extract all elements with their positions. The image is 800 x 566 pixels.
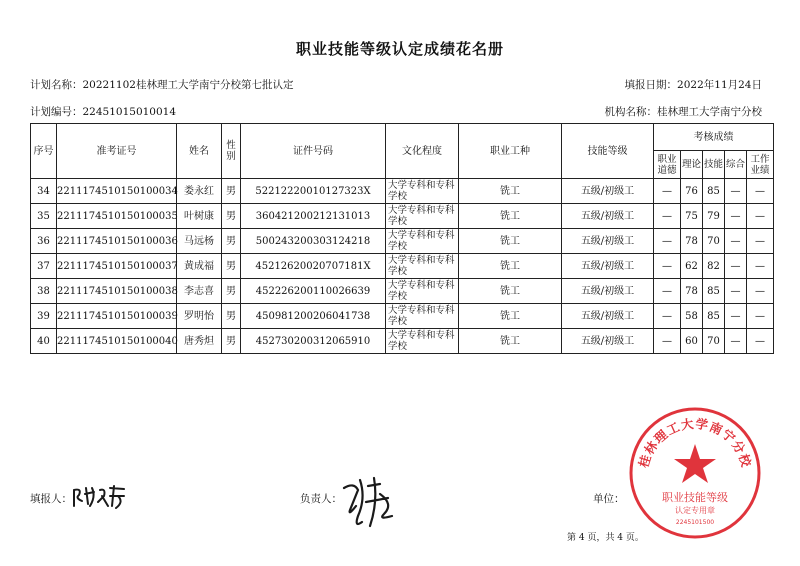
cell-ethics: — bbox=[654, 279, 681, 304]
cell-level: 五级/初级工 bbox=[562, 254, 654, 279]
cell-gender: 男 bbox=[222, 304, 241, 329]
cell-education: 大学专科和专科学校 bbox=[386, 279, 459, 304]
cell-name: 黄成福 bbox=[177, 254, 222, 279]
cell-gender: 男 bbox=[222, 229, 241, 254]
cell-skill: 85 bbox=[703, 304, 725, 329]
table-row bbox=[31, 254, 774, 279]
cell-occupation: 铣工 bbox=[459, 179, 562, 204]
cell-skill: 85 bbox=[703, 179, 725, 204]
filler-signature bbox=[70, 482, 128, 510]
cell-work: — bbox=[747, 229, 774, 254]
cell-theory: 58 bbox=[681, 304, 703, 329]
cell-ethics: — bbox=[654, 254, 681, 279]
cell-skill: 85 bbox=[703, 279, 725, 304]
cell-id-no: 45212620020707181X bbox=[241, 254, 386, 279]
cell-ethics: — bbox=[654, 204, 681, 229]
responsible-label: 负责人： bbox=[300, 493, 342, 505]
header-seq: 序号 bbox=[31, 124, 57, 179]
cell-seq: 40 bbox=[31, 329, 57, 354]
cell-level: 五级/初级工 bbox=[562, 279, 654, 304]
svg-text:职业技能等级: 职业技能等级 bbox=[662, 491, 728, 504]
header-skill: 技能 bbox=[703, 151, 725, 179]
cell-work: — bbox=[747, 204, 774, 229]
cell-work: — bbox=[747, 304, 774, 329]
cell-education: 大学专科和专科学校 bbox=[386, 204, 459, 229]
header-gender: 性别 bbox=[222, 124, 241, 179]
cell-theory: 62 bbox=[681, 254, 703, 279]
header-scores: 考核成绩 bbox=[654, 124, 774, 151]
table-row bbox=[31, 329, 774, 354]
cell-exam-no: 2211174510150100037 bbox=[57, 254, 177, 279]
cell-exam-no: 2211174510150100040 bbox=[57, 329, 177, 354]
cell-education: 大学专科和专科学校 bbox=[386, 254, 459, 279]
cell-education: 大学专科和专科学校 bbox=[386, 179, 459, 204]
svg-text:2245101500: 2245101500 bbox=[675, 519, 715, 526]
cell-name: 唐秀炟 bbox=[177, 329, 222, 354]
cell-seq: 37 bbox=[31, 254, 57, 279]
cell-seq: 39 bbox=[31, 304, 57, 329]
header-ethics: 职业道德 bbox=[654, 151, 681, 179]
table-row bbox=[31, 279, 774, 304]
cell-occupation: 铣工 bbox=[459, 279, 562, 304]
page-title: 职业技能等级认定成绩花名册 bbox=[295, 40, 504, 58]
cell-comprehensive: — bbox=[725, 254, 747, 279]
cell-exam-no: 2211174510150100035 bbox=[57, 204, 177, 229]
cell-theory: 78 bbox=[681, 229, 703, 254]
svg-text:认定专用章: 认定专用章 bbox=[675, 506, 715, 515]
cell-theory: 76 bbox=[681, 179, 703, 204]
cell-id-no: 52212220010127323X bbox=[241, 179, 386, 204]
cell-work: — bbox=[747, 179, 774, 204]
score-table bbox=[30, 123, 774, 354]
cell-seq: 35 bbox=[31, 204, 57, 229]
table-row bbox=[31, 204, 774, 229]
cell-id-no: 450981200206041738 bbox=[241, 304, 386, 329]
header-education: 文化程度 bbox=[386, 124, 459, 179]
cell-work: — bbox=[747, 329, 774, 354]
cell-comprehensive: — bbox=[725, 304, 747, 329]
cell-level: 五级/初级工 bbox=[562, 179, 654, 204]
header-work: 工作业绩 bbox=[747, 151, 774, 179]
cell-name: 罗明怡 bbox=[177, 304, 222, 329]
cell-id-no: 360421200212131013 bbox=[241, 204, 386, 229]
cell-seq: 36 bbox=[31, 229, 57, 254]
cell-name: 李志喜 bbox=[177, 279, 222, 304]
cell-exam-no: 2211174510150100039 bbox=[57, 304, 177, 329]
cell-level: 五级/初级工 bbox=[562, 204, 654, 229]
cell-level: 五级/初级工 bbox=[562, 229, 654, 254]
cell-theory: 75 bbox=[681, 204, 703, 229]
official-seal-icon bbox=[626, 404, 764, 542]
cell-comprehensive: — bbox=[725, 204, 747, 229]
header-level: 技能等级 bbox=[562, 124, 654, 179]
cell-comprehensive: — bbox=[725, 179, 747, 204]
cell-gender: 男 bbox=[222, 254, 241, 279]
cell-comprehensive: — bbox=[725, 329, 747, 354]
organization-name: 机构名称：桂林理工大学南宁分校 bbox=[604, 106, 762, 118]
header-exam-no: 准考证号 bbox=[57, 124, 177, 179]
unit-label: 单位： bbox=[593, 493, 625, 505]
page-number: 第 4 页，共 4 页。 bbox=[567, 533, 644, 543]
cell-gender: 男 bbox=[222, 204, 241, 229]
cell-exam-no: 2211174510150100036 bbox=[57, 229, 177, 254]
cell-work: — bbox=[747, 279, 774, 304]
cell-education: 大学专科和专科学校 bbox=[386, 229, 459, 254]
table-row bbox=[31, 229, 774, 254]
cell-id-no: 452730200312065910 bbox=[241, 329, 386, 354]
cell-occupation: 铣工 bbox=[459, 204, 562, 229]
cell-level: 五级/初级工 bbox=[562, 304, 654, 329]
cell-name: 马远杨 bbox=[177, 229, 222, 254]
cell-level: 五级/初级工 bbox=[562, 329, 654, 354]
plan-number: 计划编号：22451015010014 bbox=[30, 106, 177, 118]
cell-skill: 79 bbox=[703, 204, 725, 229]
cell-occupation: 铣工 bbox=[459, 329, 562, 354]
fill-date: 填报日期：2022年11月24日 bbox=[624, 79, 762, 91]
cell-ethics: — bbox=[654, 304, 681, 329]
cell-skill: 70 bbox=[703, 329, 725, 354]
cell-gender: 男 bbox=[222, 279, 241, 304]
cell-ethics: — bbox=[654, 329, 681, 354]
table-row bbox=[31, 179, 774, 204]
cell-comprehensive: — bbox=[725, 229, 747, 254]
header-occupation: 职业工种 bbox=[459, 124, 562, 179]
cell-ethics: — bbox=[654, 229, 681, 254]
cell-exam-no: 2211174510150100038 bbox=[57, 279, 177, 304]
cell-skill: 82 bbox=[703, 254, 725, 279]
header-comprehensive: 综合 bbox=[725, 151, 747, 179]
cell-name: 娄永红 bbox=[177, 179, 222, 204]
cell-id-no: 452226200110026639 bbox=[241, 279, 386, 304]
cell-gender: 男 bbox=[222, 179, 241, 204]
table-row bbox=[31, 304, 774, 329]
cell-ethics: — bbox=[654, 179, 681, 204]
responsible-signature bbox=[340, 476, 402, 534]
header-name: 姓名 bbox=[177, 124, 222, 179]
cell-education: 大学专科和专科学校 bbox=[386, 329, 459, 354]
cell-occupation: 铣工 bbox=[459, 254, 562, 279]
cell-education: 大学专科和专科学校 bbox=[386, 304, 459, 329]
cell-exam-no: 2211174510150100034 bbox=[57, 179, 177, 204]
cell-work: — bbox=[747, 254, 774, 279]
cell-id-no: 500243200303124218 bbox=[241, 229, 386, 254]
header-theory: 理论 bbox=[681, 151, 703, 179]
cell-name: 叶树康 bbox=[177, 204, 222, 229]
cell-occupation: 铣工 bbox=[459, 229, 562, 254]
filler-label: 填报人： bbox=[30, 493, 72, 505]
plan-name: 计划名称：20221102桂林理工大学南宁分校第七批认定 bbox=[30, 79, 294, 91]
cell-occupation: 铣工 bbox=[459, 304, 562, 329]
cell-comprehensive: — bbox=[725, 279, 747, 304]
svg-text:桂林理工大学南宁分校: 桂林理工大学南宁分校 bbox=[635, 415, 755, 470]
cell-seq: 38 bbox=[31, 279, 57, 304]
cell-theory: 78 bbox=[681, 279, 703, 304]
cell-gender: 男 bbox=[222, 329, 241, 354]
cell-skill: 70 bbox=[703, 229, 725, 254]
cell-theory: 60 bbox=[681, 329, 703, 354]
header-id-no: 证件号码 bbox=[241, 124, 386, 179]
cell-seq: 34 bbox=[31, 179, 57, 204]
